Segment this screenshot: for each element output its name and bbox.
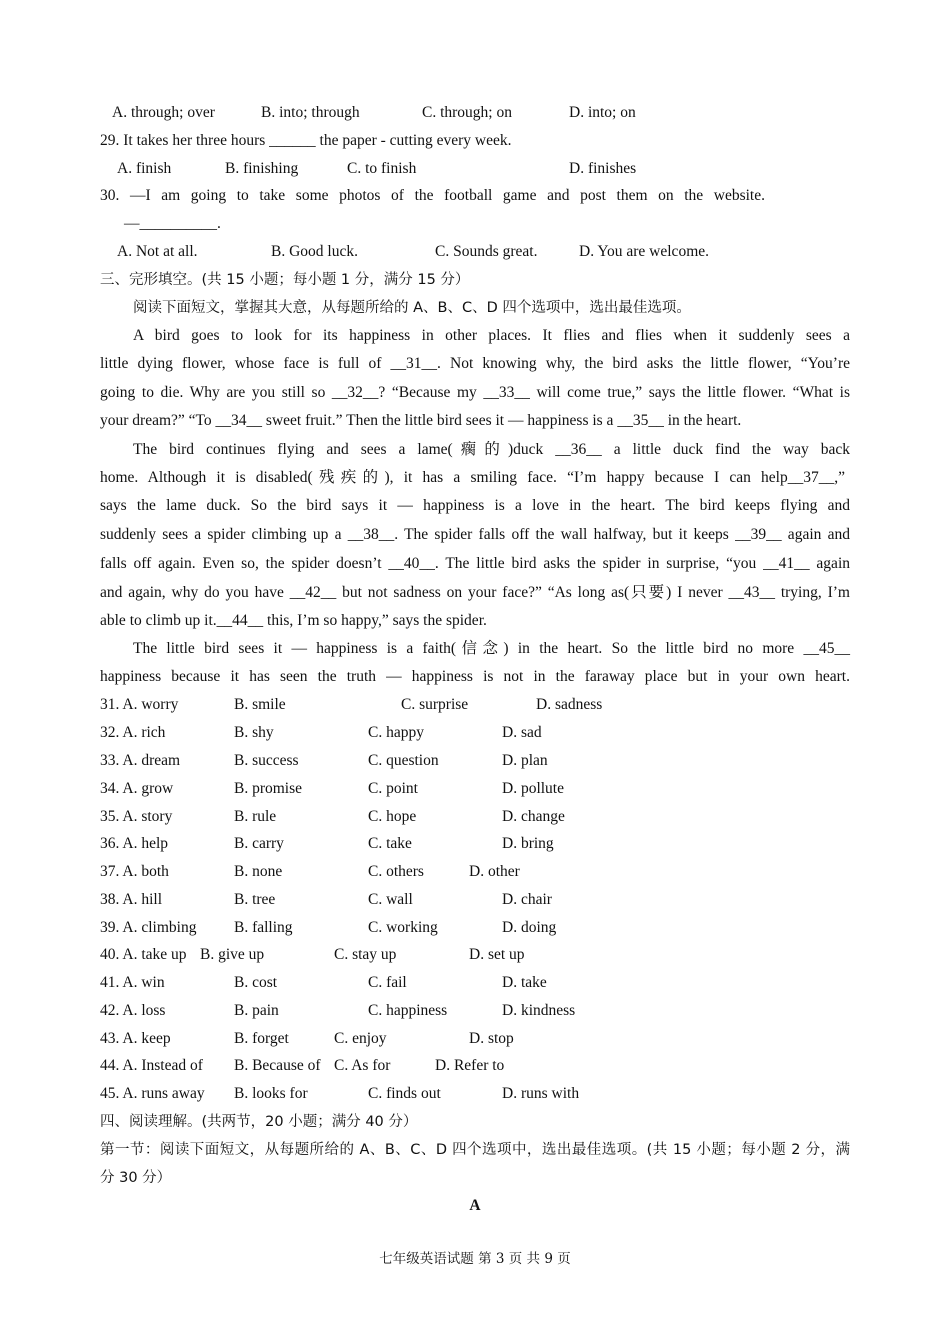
passage-p2-line-2: home. Although it is disabled(残疾的), it has a smiling face. “I’m happy because I can help__37__,” — [100, 469, 845, 486]
passage-p2-line-4: suddenly sees a spider climbing up a __38__. The spider falls off the wall halfway, but it keeps __39__ again and — [100, 526, 850, 543]
cloze-option-c: C. finds out — [368, 1085, 441, 1102]
q30-option-d: D. You are welcome. — [579, 243, 710, 260]
cloze-option-a: 31. A. worry — [100, 696, 179, 713]
cloze-option-b: B. carry — [234, 835, 284, 852]
cloze-option-a: 40. A. take up — [100, 946, 187, 963]
q29-option-a: A. finish — [117, 160, 172, 177]
cloze-option-b: B. shy — [234, 724, 274, 741]
cloze-option-c: C. happiness — [368, 1002, 448, 1019]
cloze-option-a: 35. A. story — [100, 808, 173, 825]
cloze-option-b: B. forget — [234, 1030, 289, 1047]
q30-option-c: C. Sounds great. — [435, 243, 538, 260]
q28-option-b: B. into; through — [261, 104, 360, 121]
passage-p2-line-7: able to climb up it.__44__ this, I’m so happy,” says the spider. — [100, 612, 487, 629]
cloze-option-a: 45. A. runs away — [100, 1085, 205, 1102]
cloze-option-c: C. point — [368, 780, 418, 797]
passage-p1-line-3: going to die. Why are you still so __32__? “Because my __33__ will come true,” says the little flower. “What is — [100, 384, 850, 401]
cloze-option-c: C. question — [368, 752, 439, 769]
passage-p1-line-2: little dying flower, whose face is full of __31__. Not knowing why, the bird asks the little flower, “You’re — [100, 355, 850, 372]
cloze-option-a: 39. A. climbing — [100, 919, 197, 936]
q29-option-d: D. finishes — [569, 160, 637, 177]
cloze-option-a: 42. A. loss — [100, 1002, 166, 1019]
q30-stem: 30. —I am going to take some photos of the football game and post them on the website. — [100, 187, 765, 204]
passage-p2-line-1: The bird continues flying and sees a lame(瘸的)duck __36__ a little duck find the way back — [133, 441, 850, 458]
cloze-option-a: 44. A. Instead of — [100, 1057, 203, 1074]
section3-heading: 三、完形填空。(共 15 小题；每小题 1 分，满分 15 分） — [100, 272, 470, 288]
cloze-option-a: 32. A. rich — [100, 724, 166, 741]
cloze-option-b: B. falling — [234, 919, 293, 936]
cloze-option-b: B. rule — [234, 808, 277, 825]
cloze-option-b: B. pain — [234, 1002, 279, 1019]
page-footer: 七年级英语试题 第 3 页 共 9 页 — [379, 1251, 571, 1267]
cloze-option-c: C. take — [368, 835, 412, 852]
cloze-option-a: 38. A. hill — [100, 891, 163, 908]
cloze-option-b: B. cost — [234, 974, 278, 991]
cloze-option-a: 41. A. win — [100, 974, 165, 991]
q29-option-c: C. to finish — [347, 160, 417, 177]
q28-option-c: C. through; on — [422, 104, 512, 121]
passage-p3-line-2: happiness because it has seen the truth — happiness is not in the faraway place but in your own heart. — [100, 668, 850, 685]
cloze-option-b: B. smile — [234, 696, 286, 713]
cloze-option-c: C. wall — [368, 891, 413, 908]
section4-heading: 四、阅读理解。(共两节，20 小题；满分 40 分） — [100, 1114, 418, 1130]
q28-option-a: A. through; over — [112, 104, 215, 121]
q29-option-b: B. finishing — [225, 160, 299, 177]
cloze-option-c: C. fail — [368, 974, 407, 991]
cloze-option-a: 36. A. help — [100, 835, 169, 852]
cloze-option-a: 43. A. keep — [100, 1030, 171, 1047]
cloze-option-a: 33. A. dream — [100, 752, 181, 769]
q30-option-b: B. Good luck. — [271, 243, 358, 260]
cloze-option-d: D. doing — [502, 919, 557, 936]
passage-p1-line-1: A bird goes to look for its happiness in other places. It flies and flies when it suddenly sees a — [133, 327, 850, 344]
cloze-option-a: 37. A. both — [100, 863, 169, 880]
cloze-option-d: D. change — [502, 808, 565, 825]
cloze-option-b: B. Because of — [234, 1057, 321, 1074]
cloze-option-d: D. Refer to — [435, 1057, 505, 1074]
q30-answer-line: —__________. — [124, 215, 221, 232]
cloze-option-b: B. give up — [200, 946, 265, 963]
passage-a-label: A — [469, 1197, 481, 1214]
cloze-option-d: D. chair — [502, 891, 552, 908]
cloze-option-c: C. surprise — [401, 696, 469, 713]
cloze-option-d: D. set up — [469, 946, 525, 963]
cloze-option-c: C. As for — [334, 1057, 391, 1074]
cloze-option-b: B. tree — [234, 891, 276, 908]
cloze-option-c: C. enjoy — [334, 1030, 387, 1047]
q28-option-d: D. into; on — [569, 104, 636, 121]
cloze-option-c: C. happy — [368, 724, 424, 741]
cloze-option-d: D. bring — [502, 835, 554, 852]
cloze-option-c: C. stay up — [334, 946, 397, 963]
cloze-option-c: C. hope — [368, 808, 417, 825]
cloze-option-b: B. looks for — [234, 1085, 308, 1102]
cloze-option-c: C. others — [368, 863, 424, 880]
cloze-option-d: D. pollute — [502, 780, 564, 797]
passage-p1-line-4: your dream?” “To __34__ sweet fruit.” Then the little bird sees it — happiness is a __35__ in the heart. — [100, 412, 742, 429]
section4-part1-instruction-2: 分 30 分） — [100, 1170, 172, 1186]
section3-instruction: 阅读下面短文，掌握其大意，从每题所给的 A、B、C、D 四个选项中，选出最佳选项。 — [133, 300, 691, 316]
passage-p2-line-5: falls off again. Even so, the spider doesn’t __40__. The little bird asks the spider in surprise, “you __41__ again — [100, 555, 850, 572]
cloze-option-d: D. runs with — [502, 1085, 580, 1102]
cloze-option-b: B. success — [234, 752, 299, 769]
cloze-option-a: 34. A. grow — [100, 780, 174, 797]
q30-option-a: A. Not at all. — [117, 243, 198, 260]
section4-part1-instruction-1: 第一节：阅读下面短文，从每题所给的 A、B、C、D 四个选项中，选出最佳选项。(共 15 小题；每小题 2 分，满 — [100, 1142, 850, 1158]
cloze-option-b: B. none — [234, 863, 283, 880]
cloze-option-c: C. working — [368, 919, 438, 936]
cloze-option-d: D. other — [469, 863, 520, 880]
cloze-option-d: D. sad — [502, 724, 542, 741]
cloze-option-d: D. stop — [469, 1030, 514, 1047]
passage-p2-line-6: and again, why do you have __42__ but not sadness on your face?” “As long as(只要) I never __43__ trying, I’m — [100, 584, 850, 601]
cloze-option-d: D. take — [502, 974, 547, 991]
cloze-option-d: D. sadness — [536, 696, 603, 713]
q29-stem: 29. It takes her three hours ______ the paper - cutting every week. — [100, 132, 512, 149]
cloze-option-b: B. promise — [234, 780, 303, 797]
passage-p2-line-3: says the lame duck. So the bird says it — happiness is a love in the heart. The bird keeps flying and — [100, 497, 850, 514]
cloze-option-d: D. plan — [502, 752, 548, 769]
cloze-option-d: D. kindness — [502, 1002, 576, 1019]
passage-p3-line-1: The little bird sees it — happiness is a faith(信念) in the heart. So the little bird no more __45__ — [133, 640, 850, 657]
